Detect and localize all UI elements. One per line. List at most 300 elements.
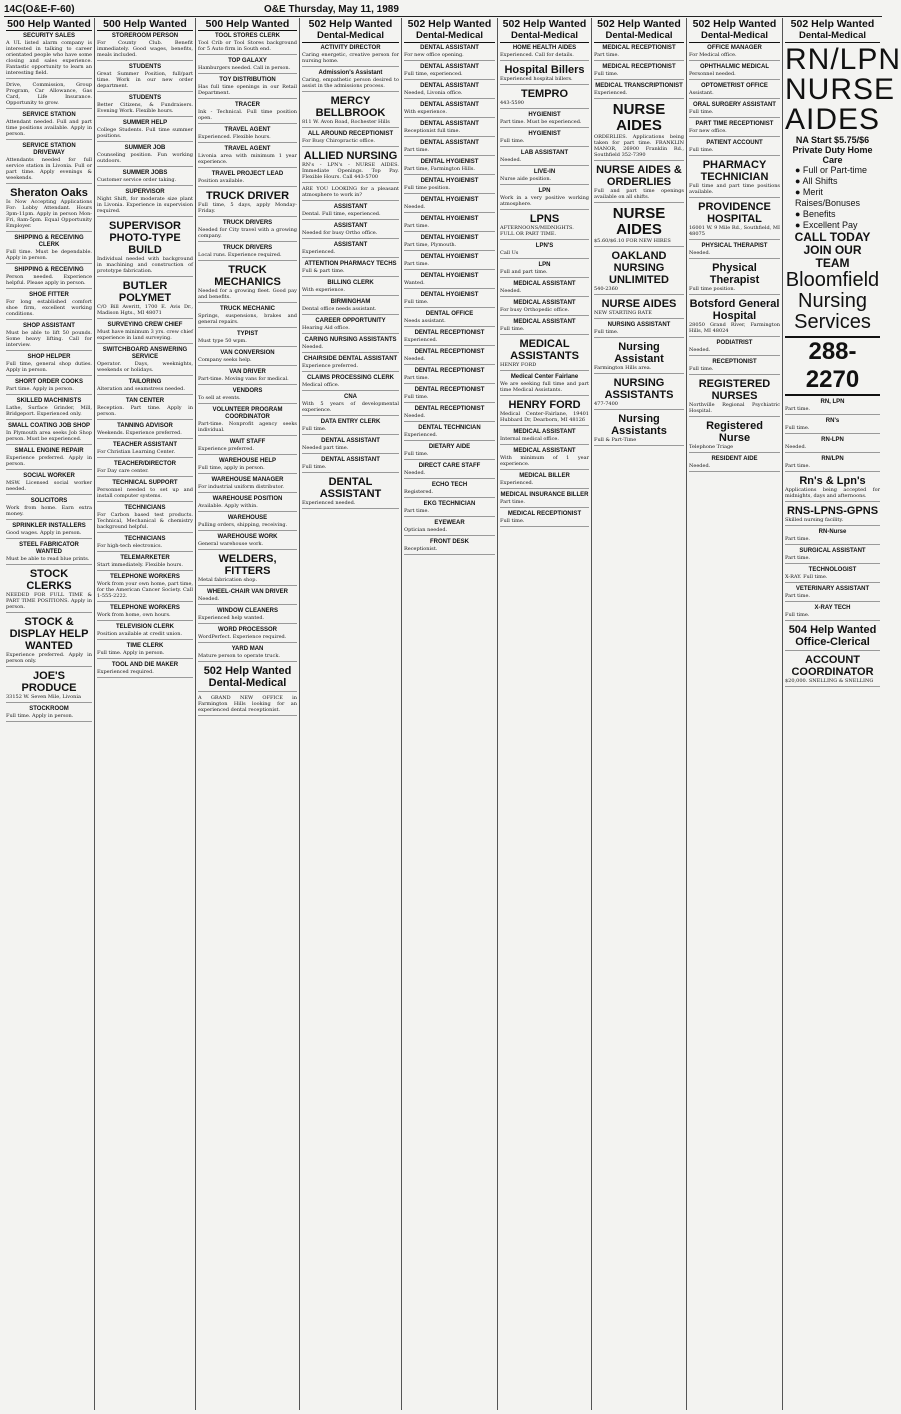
ad-body: Part time. [404,375,430,381]
ad-body: Experienced. [500,480,534,486]
classified-ad [500,243,589,259]
ad-heading: TECHNICAL SUPPORT [112,480,178,486]
ad-body: Farmington Hills area. [594,365,652,371]
ad-heading: HOME HEALTH AIDES [512,45,577,51]
ad-heading: Nursing Assistants [611,413,667,437]
ad-heading: TRUCK DRIVER [205,190,290,202]
ad-heading: DENTAL ASSISTANT [420,64,479,70]
ad-heading: TOOL STORES CLERK [214,33,280,39]
ad-body: NEEDED FOR FULL TIME & PART TIME POSITIONS. Apply in person. [6,592,92,610]
ad-heading: PODIATRIST [716,340,753,346]
ad-body: Operator. Days, weeknights, weekends or holidays. [97,361,193,373]
ad-body: Needed. [198,596,220,602]
classified-ad [500,188,589,210]
ad-body: Needed for a growing fleet. Good pay and benefits. [198,288,297,300]
ad-heading: WAREHOUSE [227,515,268,521]
ad-heading: PATIENT ACCOUNT [706,140,763,146]
classified-ad [97,624,193,640]
classified-ad [500,112,589,128]
classified-ad [97,555,193,571]
ad-heading: BIRMINGHAM [330,299,371,305]
classified-ad [500,213,589,240]
ad-heading: DENTAL HYGIENIST [420,235,479,241]
ad-heading: Sheraton Oaks [10,187,88,199]
ad-body: Alteration and seamstress needed. [97,386,185,392]
classified-ad [500,448,589,470]
column-heading [594,18,684,43]
ad-body: Wanted. [404,280,425,286]
classified-ad [404,406,495,422]
ad-heading: OPHTHALMIC MEDICAL [700,64,769,70]
classified-ad [404,330,495,346]
ad-heading: CHAIRSIDE DENTAL ASSISTANT [303,356,398,362]
ad-body: Needed. [500,157,522,163]
ad-body: Position available. [198,178,245,184]
classified-ad [6,473,92,495]
ad-body: 540-2360 [594,286,618,292]
classified-ad [198,264,297,303]
ad-heading: NURSE AIDES & ORDERLIES [596,164,682,188]
rn-ad-benefits [785,165,880,231]
classified-ad [785,418,880,434]
ad-body: Part time. [500,499,526,505]
ad-body: With 5 years of developmental experience. [302,401,399,413]
ad-body: Experience preferred. [302,363,359,369]
ad-body: Northville Regional Psychiatric Hospital. [689,402,780,414]
ad-body: Experience preferred. Apply in person only. [6,652,92,664]
classified-ad [6,33,92,79]
ad-heading: DENTAL ASSISTANT [420,102,479,108]
ad-heading: ASSISTANT [333,204,368,210]
ad-body: Full & part time. [302,268,345,274]
classified-ad [198,695,297,716]
ad-heading: Physical Therapist [709,262,760,286]
ad-heading: SECURITY SALES [23,33,75,39]
ad-body: Attendants needed for full service station in Livonia. Full or part time. Apply evenings & weekends. [6,157,92,181]
ad-body: WordPerfect. Experience required. [198,634,287,640]
ad-heading: RECEPTIONIST [712,359,757,365]
ad-heading: ASSISTANT [333,242,368,248]
ad-heading: DENTAL ASSISTANT [420,121,479,127]
ad-heading: WAREHOUSE HELP [218,458,276,464]
classified-ad [97,145,193,167]
classified-ad [689,121,780,137]
classified-ad [6,354,92,376]
ad-heading: STEEL FABRICATOR WANTED [19,542,79,555]
ad-heading: PHYSICAL THERAPIST [701,243,768,249]
column-heading-text: 502 Help Wanted [790,18,875,30]
ad-body: Night Shift, for moderate size plant in Livonia. Experience in supervision required. [97,196,193,214]
ad-body: Full time. [689,147,714,153]
ad-body: Part time. [404,223,430,229]
classified-ad [302,419,399,435]
ad-body: Registered. [404,489,434,495]
ad-heading: Medical Center Fairlane [510,374,579,380]
classified-ad [6,235,92,264]
column-subheading: Dental-Medical [316,30,385,41]
ad-body: RN's - LPN's - NURSE AIDES. Immediate Openings. Top Pay. Flexible Hours. Call 443-5700 [302,162,399,180]
classified-ad [500,300,589,316]
ad-body: Internal medical office. [500,436,559,442]
ad-body: Experienced. [404,432,438,438]
classified-ad [198,665,297,692]
column-1 [4,18,95,1410]
column-3 [196,18,300,1410]
rn-ad-rate-sub: Private Duty Home Care [792,145,873,165]
ad-body: Full time. Must be dependable. Apply in person. [6,249,92,261]
ad-heading: NURSING ASSISTANT [607,322,671,328]
ad-body: Full time. [404,394,429,400]
classified-ad [6,187,92,232]
classified-ad [302,356,399,372]
ad-heading: WAIT STAFF [229,439,266,445]
ad-body: Hearing Aid office. [302,325,350,331]
ad-body: Reception. Part time. Apply in person. [97,405,193,417]
column-heading-text: 500 Help Wanted [7,18,91,30]
masthead-rule [4,16,882,17]
classified-ad [302,318,399,334]
ad-body: Personnel needed. [689,71,736,77]
column-heading-text: 502 Help Wanted [308,18,393,30]
classified-ad [198,33,297,55]
classified-ad [6,82,92,109]
ad-body: Work in a very positive working atmosphere. [500,195,589,207]
ad-body: Full time. [404,299,429,305]
classified-ad [198,190,297,217]
ad-heading: TRUCK MECHANIC [220,306,275,312]
classified-ad [198,496,297,512]
ad-body: 16001 W. 9 Mile Rd., Southfield, MI 48075 [689,225,780,237]
ad-heading: TELEMARKETER [120,555,170,561]
ad-body: Needed. [404,356,426,362]
ad-body: Must type 50 wpm. [198,338,247,344]
ad-body: ORDERLIES. Applications being taken for part time. FRANKLIN MANOR, 26900 Franklin Rd., Southfield 352-7390 [594,134,684,158]
ad-heading: STUDENTS [128,95,162,101]
ad-body: Caring energetic, creative person for nursing home. [302,52,399,64]
classified-ad [594,298,684,319]
ad-body: A GRAND NEW OFFICE in Farmington Hills looking for an experienced dental receptionist. [198,695,297,713]
ad-heading: RN-LPN [821,437,844,443]
ad-heading: RESIDENT AIDE [711,456,758,462]
column-heading-text: 500 Help Wanted [205,18,290,30]
ad-heading: SUPERVISOR PHOTO-TYPE BUILD [109,220,181,256]
ad-heading: SOCIAL WORKER [23,473,75,479]
classified-ad [198,439,297,455]
ad-body: With minimum of 1 year experience. [500,455,589,467]
classified-ad [198,331,297,347]
classified-ad [689,262,780,295]
ad-body: Full time. [785,612,810,618]
ad-heading: WORD PROCESSOR [217,627,277,633]
classified-ad [500,64,589,85]
ad-heading: BUTLER POLYMET [118,280,172,304]
classified-ad [404,178,495,194]
ad-body: Medical office. [302,382,340,388]
ad-heading: DENTAL HYGIENIST [420,254,479,260]
ad-heading: STOREROOM PERSON [111,33,179,39]
classified-ad [594,83,684,99]
classified-ad [404,121,495,137]
ad-heading: STOCK & DISPLAY HELP WANTED [9,616,89,652]
classified-ad [785,624,880,651]
ad-body: Work from home. Earn extra money. [6,505,92,517]
ad-heading: TEACHER/DIRECTOR [114,461,176,467]
ad-heading: SHOP HELPER [27,354,71,360]
ad-heading: STOCKROOM [29,706,69,712]
ad-body: Applications being accepted for midnights, days and afternoons. [785,487,880,499]
classified-ad [198,58,297,74]
ad-heading: WAREHOUSE MANAGER [211,477,284,483]
ad-heading: BILLING CLERK [327,280,374,286]
ad-body: 33152 W. Seven Mile, Livonia [6,694,81,700]
ad-body: Better Citizens, & Fundraisers. Evening Work. Flexible hours. [97,102,193,114]
classified-ad [198,77,297,99]
ad-heading: HYGIENIST [528,112,561,118]
classified-ad [404,539,495,555]
classified-ad [500,338,589,371]
classified-ad [302,457,399,473]
ad-body: Company seeks help. [198,357,252,363]
classified-ad [785,605,880,621]
ad-heading: Registered Nurse [706,420,763,444]
classified-ad [404,311,495,327]
classified-ad [97,189,193,217]
ad-heading: CNA [344,394,357,400]
classified-ad [500,150,589,166]
ad-body: Full time. [500,326,525,332]
classified-ad [97,442,193,458]
ad-body: Livonia area with minimum 1 year experience. [198,153,297,165]
column-heading [302,18,399,43]
ad-heading: LPN [538,262,551,268]
classified-ad [97,574,193,602]
ad-heading: RNS-LPNS-GPNS [786,505,879,517]
classified-ad [97,64,193,92]
rn-ad-title: RN/LPN [785,43,901,76]
ad-body: Needed. [404,413,426,419]
classified-ad [689,420,780,453]
ad-heading: TEACHER ASSISTANT [112,442,177,448]
ad-body: In Plymouth area seeks Job Shop person. Must be experienced. [6,430,92,442]
ad-body: NEW STARTING RATE [594,310,652,316]
ad-body: Full time, apply in person. [198,465,265,471]
ad-body: Full and part time. [500,269,548,275]
classified-ad [594,377,684,410]
ad-body: Full time. Apply in person. [97,650,165,656]
column-heading-text: 502 Help Wanted [597,18,681,30]
ad-body: For long established comfort shoe firm, excellent working conditions. [6,299,92,317]
classified-ad [302,131,399,147]
classified-ad [6,568,92,613]
ad-heading: RN, LPN [820,399,845,405]
classified-ad [404,444,495,460]
classified-ad [6,143,92,184]
ad-body: Part time, Plymouth. [404,242,457,248]
classified-ad [302,337,399,353]
ad-heading: TEMPRO [520,88,569,100]
ad-heading: Rn's & Lpn's [799,475,866,487]
ad-body: Full time. [302,426,327,432]
ad-body: Part time. [404,261,430,267]
ad-body: Full time, general shop duties. Apply in person. [6,361,92,373]
ad-heading: DENTAL ASSISTANT [321,457,380,463]
ad-heading: Hospital Billers [504,64,585,76]
classified-ad [198,458,297,474]
classified-ad [404,292,495,308]
rn-ad-company: Bloomfield Nursing Services [785,269,880,333]
ad-body: Work from home, own hours. [97,612,171,618]
ad-heading: NURSE AIDES [601,298,677,310]
ad-body: Experienced. Call for details. [500,52,574,58]
classified-ad [198,146,297,168]
classified-ad [404,501,495,517]
ad-heading: DENTAL RECEPTIONIST [414,387,485,393]
classified-ad [302,150,399,183]
ad-body: For Christian Learning Center. [97,449,176,455]
ad-heading: MEDICAL ASSISTANT [513,429,576,435]
classified-ad [785,548,880,564]
column-5 [402,18,498,1410]
classified-ad [500,473,589,489]
ad-body: Skilled nursing facility. [785,517,844,523]
ad-heading: TRACER [235,102,260,108]
column-subheading: Dental-Medical [605,30,673,41]
ad-heading: WAREHOUSE POSITION [212,496,283,502]
classified-ad [404,45,495,61]
ad-heading: SMALL COATING JOB SHOP [7,423,91,429]
ad-heading: TRAVEL AGENT [224,146,271,152]
ad-body: For new office. [689,128,727,134]
ad-heading: OFFICE MANAGER [707,45,762,51]
column-heading-text: 502 Help Wanted [692,18,777,30]
classified-ad [97,379,193,395]
ad-body: Needed, Livonia office. [404,90,463,96]
classified-ad [594,206,684,247]
ad-body: Needs assistant. [404,318,446,324]
column-heading-text: 502 Help Wanted [502,18,587,30]
ad-body: Needed. [689,347,711,353]
ad-heading: YARD MAN [231,646,264,652]
ad-heading: VAN DRIVER [229,369,266,375]
ad-body: 477-7400 [594,401,618,407]
classified-ad [594,341,684,374]
ad-heading: TELEPHONE WORKERS [110,574,180,580]
classified-ad [500,281,589,297]
ad-heading: DATA ENTRY CLERK [320,419,381,425]
ad-body: Part time. Must be experienced. [500,119,582,125]
ad-heading: MEDICAL RECEPTIONIST [602,45,676,51]
rn-ad-benefit: ● Benefits [795,209,836,219]
rn-ad-benefit: ● Merit Raises/Bonuses [795,187,861,208]
ad-body: Part time. [404,508,430,514]
ad-body: Full time. [594,329,619,335]
ad-body: To sell at events. [198,395,241,401]
classified-ad [6,448,92,470]
ad-body: Full time position. [404,185,451,191]
ad-heading: DENTAL HYGIENIST [420,292,479,298]
ad-heading: ATTENTION PHARMACY TECHS [304,261,397,267]
ad-body: Needed. [500,288,522,294]
classified-ad [198,171,297,187]
ad-body: AFTERNOONS/MIDNIGHTS. FULL OR PART TIME. [500,225,574,237]
classified-ad [500,88,589,109]
ad-body: Assistant. [689,90,714,96]
column-heading [689,18,780,43]
classified-ad [785,529,880,545]
ad-body: College Students. Full time summer positions. [97,127,193,139]
classified-ad [500,169,589,185]
column-subheading: Dental-Medical [798,30,867,41]
ad-heading: SMALL ENGINE REPAIR [14,448,84,454]
ad-body: Hamburgers needed. Call in person. [198,65,291,71]
ad-body: Needed. [785,444,807,450]
ad-heading: TELEPHONE WORKERS [110,605,180,611]
ad-body: Person needed. Experience helpful. Please apply in person. [6,274,92,286]
ad-heading: TRUCK DRIVERS [222,245,273,251]
classified-ad [404,387,495,403]
classified-ad [302,476,399,509]
ad-heading: DENTAL HYGIENIST [420,159,479,165]
ad-body: Experience preferred. [198,446,255,452]
classified-ad [97,605,193,621]
column-8 [687,18,783,1410]
ad-heading: DENTAL ASSISTANT [321,438,380,444]
ad-heading: TOY DISTRIBUTION [219,77,276,83]
classified-ad [689,298,780,337]
ad-body: Experienced. [302,249,336,255]
ad-body: With experience. [302,287,345,293]
ad-body: Part time. [404,147,430,153]
ad-heading: MEDICAL INSURANCE BILLER [500,492,589,498]
ad-body: Part time. [785,593,811,599]
ad-heading: HENRY FORD [508,399,581,411]
classified-ad [785,456,880,472]
classified-ad [198,102,297,124]
rn-ad-benefit: ● Full or Part-time [795,165,867,175]
classified-ad [198,407,297,436]
column-6 [498,18,592,1410]
ad-body: General warehouse work. [198,541,264,547]
ad-body: Position available at credit union. [97,631,183,637]
classified-ad [302,70,399,92]
classified-ad [500,131,589,147]
ad-heading: LPN [538,188,551,194]
ad-body: Part time. [785,463,811,469]
ad-body: Dental office needs assistant. [302,306,377,312]
column-heading [785,18,880,43]
classified-ad [689,159,780,198]
ad-body: Needed. [689,250,711,256]
ad-body: Part time. Apply in person. [6,386,74,392]
classified-ad [594,413,684,446]
ad-body: Full & Part-Time [594,437,637,443]
classified-ad [97,398,193,420]
classified-ad [404,254,495,270]
classified-ad [97,170,193,186]
ad-heading: SURVEYING CREW CHIEF [107,322,183,328]
ad-body: Needed part time. [302,445,349,451]
ad-body: MSW. Licensed social worker needed. [6,480,92,492]
ad-heading: TAILORING [128,379,162,385]
ad-body: Good wages. Apply in person. [6,530,82,536]
column-heading [6,18,92,31]
ad-heading: X-RAY TECH [814,605,851,611]
ad-heading: SPRINKLER INSTALLERS [12,523,86,529]
ad-body: For high-tech electronics. [97,543,163,549]
ad-heading: DENTAL HYGIENIST [420,197,479,203]
ad-heading: SHIPPING & RECEIVING [14,267,84,273]
classified-ad [198,627,297,643]
